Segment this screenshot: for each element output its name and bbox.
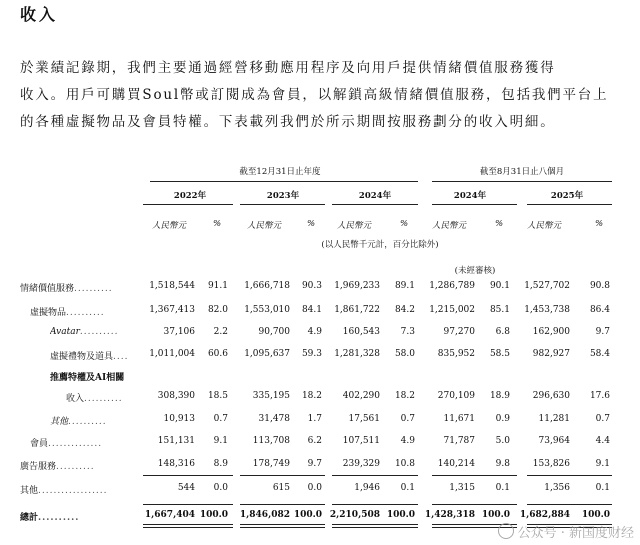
cell-amount: 1,011,004 [149, 349, 195, 359]
row-leader-dots: .... [113, 352, 129, 362]
row-label [20, 510, 135, 523]
unit-rmb: 人民幣元 [151, 221, 186, 231]
cell-percent: 18.5 [207, 391, 228, 401]
year-2024: 2024年 [358, 191, 392, 201]
cell-percent: 90.1 [489, 281, 510, 291]
cell-amount: 107,511 [342, 436, 380, 446]
cell-amount: 11,281 [538, 414, 570, 424]
cell-amount: 308,390 [157, 391, 195, 401]
cell-percent: 0.7 [595, 414, 610, 424]
row-leader-dots: .......... [38, 513, 80, 523]
cell-amount: 73,964 [538, 436, 570, 446]
cell-percent: 84.1 [301, 305, 322, 315]
cell-amount: 1,553,010 [244, 305, 290, 315]
row-label-text: 情緒價值服務 [20, 284, 75, 294]
row-label [30, 305, 135, 318]
row-label [50, 370, 135, 383]
year-rule-2024 [332, 204, 418, 205]
year-2024-8m: 2024年 [453, 191, 487, 201]
cell-amount: 153,826 [532, 459, 570, 469]
year-2025-8m: 2025年 [550, 191, 584, 201]
subtotal-rule [332, 475, 418, 476]
row-leader-dots: .......... [68, 417, 107, 427]
cell-percent: 1.7 [307, 414, 322, 424]
row-label-text: 推薦特權及AI相關 [50, 373, 125, 383]
cell-amount: 982,927 [532, 349, 570, 359]
cell-amount: 1,667,404 [144, 510, 195, 520]
cell-amount: 178,749 [252, 459, 290, 469]
intro-paragraph-line-2: 收入。用戶可購買Soul幣或訂閱成為會員，以解鎖高級情緒價值服務，包括我們平台上 [20, 87, 609, 103]
cell-amount: 296,630 [532, 391, 570, 401]
cell-amount: 544 [177, 483, 195, 493]
cell-amount: 1,946 [354, 483, 380, 493]
group-rule-8m [432, 181, 612, 182]
cell-percent: 9.1 [595, 459, 610, 469]
cell-amount: 1,861,722 [334, 305, 380, 315]
unit-pct: % [306, 219, 316, 229]
cell-amount: 1,969,233 [334, 281, 380, 291]
row-label-text: 其他 [20, 486, 39, 496]
cell-percent: 100.0 [581, 510, 610, 520]
cell-percent: 85.1 [489, 305, 510, 315]
cell-percent: 9.1 [213, 436, 228, 446]
group-header-8m: 截至8月31日止八個月 [479, 167, 565, 177]
unit-pct: % [212, 219, 222, 229]
cell-amount: 1,315 [449, 483, 475, 493]
cell-amount: 1,846,082 [239, 510, 290, 520]
cell-percent: 18.2 [394, 391, 415, 401]
cell-amount: 113,708 [252, 436, 290, 446]
row-leader-dots: .......... [79, 327, 119, 337]
year-rule-2025-8m [527, 204, 612, 205]
cell-amount: 97,270 [443, 327, 475, 337]
cell-percent: 18.9 [489, 391, 510, 401]
year-rule-2022 [143, 204, 233, 205]
total-double-rule [143, 524, 233, 528]
cell-amount: 1,367,413 [149, 305, 195, 315]
cell-amount: 90,700 [258, 327, 290, 337]
year-2022: 2022年 [173, 191, 207, 201]
cell-amount: 1,527,702 [524, 281, 570, 291]
cell-amount: 1,428,318 [424, 510, 475, 520]
row-label-text: Avatar [50, 327, 80, 337]
cell-percent: 100.0 [481, 510, 510, 520]
cell-percent: 0.1 [400, 483, 415, 493]
cell-percent: 17.6 [589, 391, 610, 401]
row-label-text: 總計 [20, 513, 39, 523]
cell-amount: 270,109 [437, 391, 475, 401]
cell-percent: 4.9 [307, 327, 322, 337]
subtotal-rule [143, 475, 233, 476]
row-label-text: 廣告服務 [20, 462, 57, 472]
row-label [50, 414, 135, 427]
cell-percent: 100.0 [293, 510, 322, 520]
cell-amount: 1,215,002 [429, 305, 475, 315]
cell-amount: 239,329 [342, 459, 380, 469]
row-label [50, 349, 135, 362]
total-top-rule [527, 504, 612, 505]
row-label-text: 收入 [66, 394, 85, 404]
row-leader-dots: .......... [56, 462, 95, 472]
note-unaudited: (未經審核) [454, 266, 496, 276]
cell-amount: 37,106 [163, 327, 195, 337]
row-label [20, 281, 135, 294]
cell-percent: 100.0 [199, 510, 228, 520]
unit-rmb: 人民幣元 [431, 221, 466, 231]
cell-percent: 10.8 [394, 459, 415, 469]
watermark-text: 公众号 · 新国度财经 [517, 526, 634, 541]
subtotal-rule [432, 475, 517, 476]
unit-rmb: 人民幣元 [526, 221, 561, 231]
row-leader-dots: .......... [74, 284, 113, 294]
cell-percent: 58.4 [589, 349, 610, 359]
cell-percent: 0.0 [213, 483, 228, 493]
cell-percent: 90.8 [589, 281, 610, 291]
cell-percent: 18.2 [301, 391, 322, 401]
cell-percent: 91.1 [207, 281, 228, 291]
cell-amount: 335,195 [252, 391, 290, 401]
total-top-rule [143, 504, 233, 505]
section-heading: 收入 [20, 5, 59, 24]
cell-percent: 0.1 [495, 483, 510, 493]
row-label-text: 虛擬禮物及道具 [50, 352, 114, 362]
row-leader-dots: .......... [66, 308, 105, 318]
cell-percent: 0.9 [495, 414, 510, 424]
cell-amount: 1,286,789 [429, 281, 475, 291]
row-label [66, 391, 135, 404]
cell-percent: 6.2 [307, 436, 322, 446]
cell-amount: 11,671 [443, 414, 475, 424]
intro-paragraph-line-1: 於業績記錄期，我們主要通過經營移動應用程序及向用戶提供情緒價值服務獲得 [20, 60, 556, 76]
cell-amount: 402,290 [342, 391, 380, 401]
intro-paragraph-line-3: 的各種虛擬物品及會員特權。下表載列我們於所示期間按服務劃分的收入明細。 [20, 114, 556, 130]
cell-amount: 615 [272, 483, 290, 493]
row-label [30, 436, 135, 449]
cell-percent: 100.0 [386, 510, 415, 520]
cell-percent: 59.3 [301, 349, 322, 359]
cell-amount: 1,666,718 [244, 281, 290, 291]
group-header-year: 截至12月31日止年度 [239, 167, 321, 177]
cell-percent: 0.7 [213, 414, 228, 424]
cell-amount: 160,543 [342, 327, 380, 337]
cell-percent: 9.7 [307, 459, 322, 469]
note-thousands: (以人民幣千元計，百分比除外) [321, 240, 439, 250]
cell-percent: 5.0 [495, 436, 510, 446]
cell-percent: 0.7 [400, 414, 415, 424]
cell-percent: 9.7 [595, 327, 610, 337]
cell-percent: 58.5 [489, 349, 510, 359]
cell-amount: 17,561 [348, 414, 380, 424]
cell-percent: 90.3 [301, 281, 322, 291]
row-leader-dots: .............. [48, 439, 103, 449]
subtotal-rule [527, 475, 612, 476]
row-label-text: 其他 [50, 417, 69, 427]
cell-percent: 9.8 [495, 459, 510, 469]
cell-amount: 10,913 [163, 414, 195, 424]
total-top-rule [332, 504, 418, 505]
row-leader-dots: .................. [38, 486, 108, 496]
cell-amount: 835,952 [437, 349, 475, 359]
unit-pct: % [594, 219, 604, 229]
cell-amount: 31,478 [258, 414, 290, 424]
unit-rmb: 人民幣元 [246, 221, 281, 231]
unit-pct: % [494, 219, 504, 229]
unit-rmb: 人民幣元 [336, 221, 371, 231]
year-rule-2023 [240, 204, 325, 205]
year-2023: 2023年 [266, 191, 300, 201]
cell-amount: 2,210,508 [329, 510, 380, 520]
total-double-rule [240, 524, 325, 528]
cell-percent: 86.4 [589, 305, 610, 315]
cell-amount: 1,453,738 [524, 305, 570, 315]
cell-percent: 84.2 [394, 305, 415, 315]
cell-amount: 162,900 [532, 327, 570, 337]
row-label [50, 327, 135, 337]
cell-amount: 1,518,544 [149, 281, 195, 291]
cell-amount: 148,316 [157, 459, 195, 469]
cell-percent: 4.9 [400, 436, 415, 446]
cell-percent: 7.3 [400, 327, 415, 337]
row-label [20, 483, 135, 496]
cell-percent: 0.0 [307, 483, 322, 493]
cell-percent: 89.1 [394, 281, 415, 291]
year-rule-2024-8m [432, 204, 517, 205]
cell-percent: 82.0 [207, 305, 228, 315]
unit-pct: % [399, 219, 409, 229]
row-label [20, 459, 135, 472]
cell-amount: 1,281,328 [334, 349, 380, 359]
wechat-icon [498, 523, 514, 539]
cell-percent: 8.9 [213, 459, 228, 469]
row-label-text: 虛擬物品 [30, 308, 67, 318]
total-double-rule [332, 524, 418, 528]
cell-amount: 1,682,884 [519, 510, 570, 520]
cell-percent: 6.8 [495, 327, 510, 337]
cell-percent: 0.1 [595, 483, 610, 493]
cell-amount: 1,095,637 [244, 349, 290, 359]
watermark [498, 522, 634, 541]
total-top-rule [432, 504, 517, 505]
cell-amount: 1,356 [544, 483, 570, 493]
row-label-text: 會員 [30, 439, 49, 449]
total-top-rule [240, 504, 325, 505]
cell-percent: 4.4 [595, 436, 610, 446]
cell-amount: 151,131 [157, 436, 195, 446]
subtotal-rule [240, 475, 325, 476]
group-rule-year [150, 181, 418, 182]
row-leader-dots: .......... [84, 394, 123, 404]
cell-amount: 71,787 [443, 436, 475, 446]
cell-percent: 2.2 [213, 327, 228, 337]
cell-percent: 58.0 [394, 349, 415, 359]
cell-amount: 140,214 [437, 459, 475, 469]
cell-percent: 60.6 [207, 349, 228, 359]
